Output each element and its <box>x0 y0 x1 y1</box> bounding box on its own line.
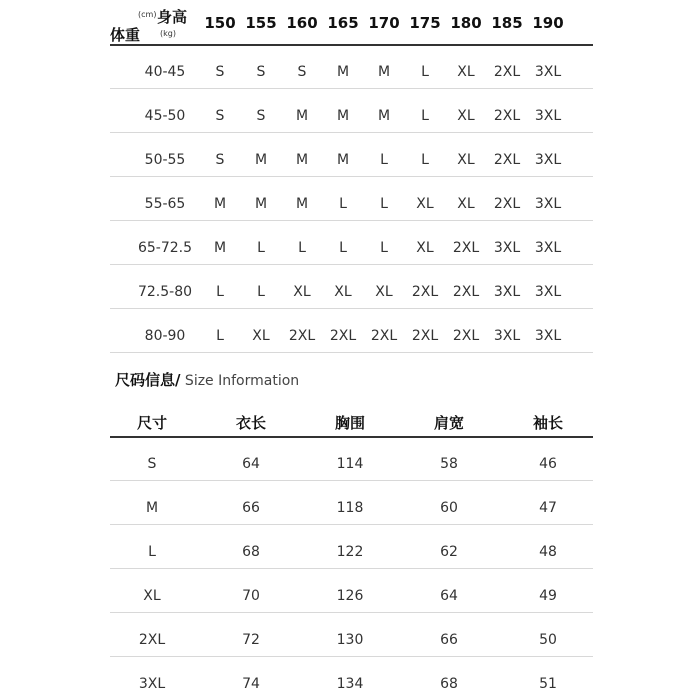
size-cell: M <box>295 196 309 212</box>
size-info-cell: 2XL <box>138 632 166 648</box>
height-header-cell: 160 <box>286 14 318 32</box>
height-header-cell: 175 <box>409 14 441 32</box>
size-cell: 3XL <box>534 284 562 300</box>
weight-range-cell: 45-50 <box>144 108 186 124</box>
size-cell: XL <box>293 284 311 300</box>
size-cell: M <box>336 108 350 124</box>
size-cell: L <box>339 196 347 212</box>
weight-unit: (kg) <box>160 29 176 38</box>
row-divider <box>110 220 593 221</box>
size-cell: 3XL <box>493 328 521 344</box>
weight-range-cell: 40-45 <box>144 64 186 80</box>
size-info-cell: S <box>147 456 157 472</box>
height-label: 身高 <box>157 8 188 26</box>
size-cell: XL <box>375 284 393 300</box>
size-cell: XL <box>457 64 475 80</box>
size-cell: M <box>213 196 227 212</box>
size-info-cell: M <box>145 500 159 516</box>
size-cell: M <box>213 240 227 256</box>
size-cell: 3XL <box>493 240 521 256</box>
size-info-title-en: Size Information <box>180 373 300 389</box>
size-cell: 3XL <box>534 108 562 124</box>
size-info-cell: 114 <box>336 456 364 472</box>
weight-range-cell: 55-65 <box>144 196 186 212</box>
size-info-cell: 48 <box>539 544 557 560</box>
size-info-header-cell: 尺寸 <box>136 414 167 432</box>
size-info-cell: 66 <box>242 500 260 516</box>
row-divider <box>110 88 593 89</box>
size-cell: L <box>216 284 224 300</box>
size-info-cell: 70 <box>242 588 260 604</box>
weight-range-cell: 65-72.5 <box>137 240 193 256</box>
height-header-cell: 185 <box>491 14 523 32</box>
size-cell: XL <box>416 196 434 212</box>
size-cell: L <box>380 196 388 212</box>
size-info-cell: 122 <box>336 544 364 560</box>
height-header-cell: 150 <box>204 14 236 32</box>
size-cell: L <box>339 240 347 256</box>
size-cell: L <box>421 108 429 124</box>
size-cell: 2XL <box>411 284 439 300</box>
size-cell: XL <box>416 240 434 256</box>
weight-range-cell: 80-90 <box>144 328 186 344</box>
row-divider <box>110 308 593 309</box>
size-info-title <box>115 369 299 390</box>
size-cell: S <box>256 108 266 124</box>
size-cell: S <box>215 64 225 80</box>
size-cell: S <box>256 64 266 80</box>
size-info-header-cell: 肩宽 <box>433 414 464 432</box>
size-cell: 3XL <box>534 152 562 168</box>
size-cell: L <box>421 64 429 80</box>
weight-label: 体重 <box>110 26 141 44</box>
size-info-cell: XL <box>143 588 161 604</box>
size-cell: L <box>380 240 388 256</box>
height-header-cell: 165 <box>327 14 359 32</box>
height-unit: (cm) <box>138 10 157 19</box>
size-info-cell: 46 <box>539 456 557 472</box>
size-info-cell: 64 <box>242 456 260 472</box>
size-cell: L <box>421 152 429 168</box>
height-header-cell: 180 <box>450 14 482 32</box>
size-cell: XL <box>457 196 475 212</box>
size-cell: 3XL <box>534 240 562 256</box>
row-divider <box>110 352 593 353</box>
row-divider <box>110 612 593 613</box>
size-cell: L <box>257 240 265 256</box>
row-divider <box>110 480 593 481</box>
size-cell: M <box>254 196 268 212</box>
size-cell: M <box>377 64 391 80</box>
row-divider <box>110 176 593 177</box>
size-cell: M <box>377 108 391 124</box>
size-cell: S <box>297 64 307 80</box>
size-info-cell: 64 <box>440 588 458 604</box>
size-info-cell: 3XL <box>138 676 166 692</box>
size-cell: M <box>254 152 268 168</box>
row-divider <box>110 568 593 569</box>
size-info-cell: 68 <box>440 676 458 692</box>
size-cell: 3XL <box>493 284 521 300</box>
size-cell: 3XL <box>534 328 562 344</box>
size-cell: M <box>295 108 309 124</box>
size-cell: 2XL <box>452 240 480 256</box>
size-cell: S <box>215 108 225 124</box>
chart-corner-header <box>110 4 200 44</box>
height-header-cell: 155 <box>245 14 277 32</box>
weight-range-cell: 72.5-80 <box>137 284 193 300</box>
height-header-cell: 190 <box>532 14 564 32</box>
size-info-cell: 49 <box>539 588 557 604</box>
size-info-cell: 126 <box>336 588 364 604</box>
size-info-cell: L <box>148 544 156 560</box>
size-info-cell: 130 <box>336 632 364 648</box>
size-cell: M <box>336 152 350 168</box>
size-info-cell: 72 <box>242 632 260 648</box>
size-cell: 2XL <box>493 152 521 168</box>
size-info-cell: 118 <box>336 500 364 516</box>
size-info-header-cell: 衣长 <box>235 414 266 432</box>
row-divider <box>110 656 593 657</box>
size-info-cell: 47 <box>539 500 557 516</box>
size-info-cell: 62 <box>440 544 458 560</box>
size-cell: 3XL <box>534 64 562 80</box>
row-divider <box>110 132 593 133</box>
height-header-cell: 170 <box>368 14 400 32</box>
size-cell: M <box>295 152 309 168</box>
size-cell: S <box>215 152 225 168</box>
row-divider <box>110 264 593 265</box>
size-cell: 2XL <box>493 64 521 80</box>
size-info-cell: 58 <box>440 456 458 472</box>
size-cell: 2XL <box>370 328 398 344</box>
size-info-header-divider <box>110 436 593 438</box>
size-cell: 2XL <box>452 284 480 300</box>
size-cell: 2XL <box>493 108 521 124</box>
size-cell: M <box>336 64 350 80</box>
size-cell: XL <box>252 328 270 344</box>
size-cell: XL <box>334 284 352 300</box>
size-info-cell: 51 <box>539 676 557 692</box>
size-info-cell: 66 <box>440 632 458 648</box>
size-cell: 2XL <box>288 328 316 344</box>
size-info-header-cell: 胸围 <box>334 414 365 432</box>
chart-header-divider <box>110 44 593 46</box>
size-info-title-zh: 尺码信息/ <box>115 371 181 389</box>
size-cell: 2XL <box>329 328 357 344</box>
row-divider <box>110 524 593 525</box>
size-cell: XL <box>457 108 475 124</box>
size-cell: 3XL <box>534 196 562 212</box>
size-info-header-cell: 袖长 <box>532 414 563 432</box>
size-cell: L <box>216 328 224 344</box>
size-cell: 2XL <box>452 328 480 344</box>
size-info-cell: 60 <box>440 500 458 516</box>
size-cell: L <box>298 240 306 256</box>
size-info-cell: 50 <box>539 632 557 648</box>
size-cell: L <box>380 152 388 168</box>
size-cell: L <box>257 284 265 300</box>
size-info-cell: 68 <box>242 544 260 560</box>
size-cell: 2XL <box>411 328 439 344</box>
size-info-cell: 74 <box>242 676 260 692</box>
size-cell: XL <box>457 152 475 168</box>
size-info-cell: 134 <box>336 676 364 692</box>
size-cell: 2XL <box>493 196 521 212</box>
weight-range-cell: 50-55 <box>144 152 186 168</box>
